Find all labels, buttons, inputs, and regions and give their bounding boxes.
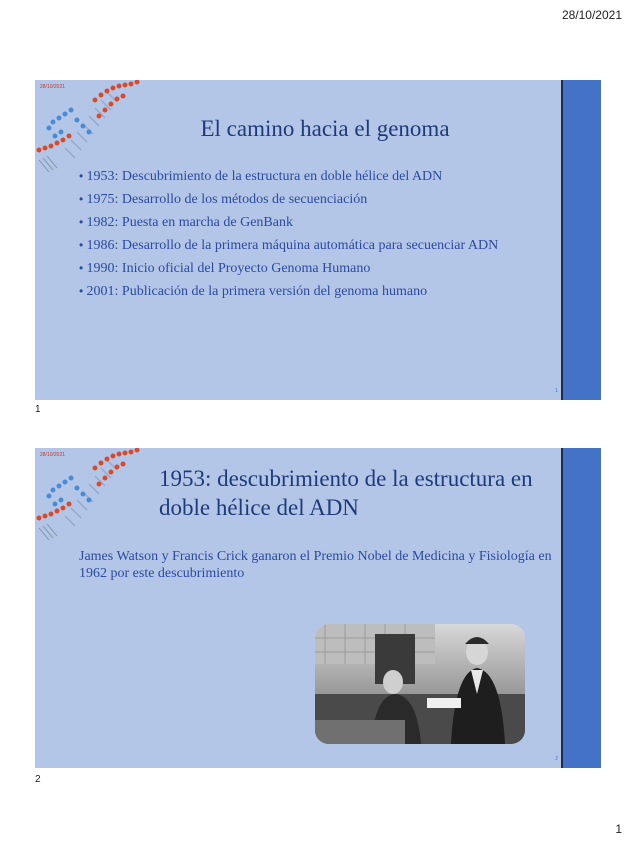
- dna-helix-icon: [35, 448, 145, 558]
- bullet-item: • 1986: Desarrollo de la primera máquina automática para secuenciar ADN: [79, 237, 559, 254]
- accent-bar: [561, 448, 601, 768]
- bullet-item: • 1953: Descubrimiento de la estructura en doble hélice del ADN: [79, 168, 559, 185]
- slide-date: 28/10/2021: [40, 452, 66, 458]
- slide-date: 28/10/2021: [40, 84, 66, 90]
- slide-1: [35, 80, 601, 400]
- slide-label: 2: [35, 774, 41, 785]
- slide-title: El camino hacia el genoma: [200, 116, 450, 141]
- slide-2: [35, 448, 601, 768]
- page-number: 1: [615, 822, 622, 836]
- bullet-item: • 1990: Inicio oficial del Proyecto Genoma Humano: [79, 260, 559, 277]
- slide-number: 1: [555, 388, 558, 394]
- slide-label: 1: [35, 404, 41, 415]
- bullet-item: • 1982: Puesta en marcha de GenBank: [79, 214, 559, 231]
- watson-crick-photo: [315, 624, 525, 744]
- bullet-item: • 1975: Desarrollo de los métodos de secuenciación: [79, 191, 559, 208]
- slide-title: 1953: descubrimiento de la estructura en doble hélice del ADN: [159, 466, 533, 520]
- slide-number: 2: [555, 756, 558, 762]
- page-date: 28/10/2021: [561, 8, 622, 22]
- slide-body-text: James Watson y Francis Crick ganaron el Premio Nobel de Medicina y Fisiología en 1962 por este descubrimiento: [79, 549, 552, 581]
- accent-bar: [561, 80, 601, 400]
- bullet-list: [79, 168, 559, 306]
- bullet-item: • 2001: Publicación de la primera versión del genoma humano: [79, 283, 559, 300]
